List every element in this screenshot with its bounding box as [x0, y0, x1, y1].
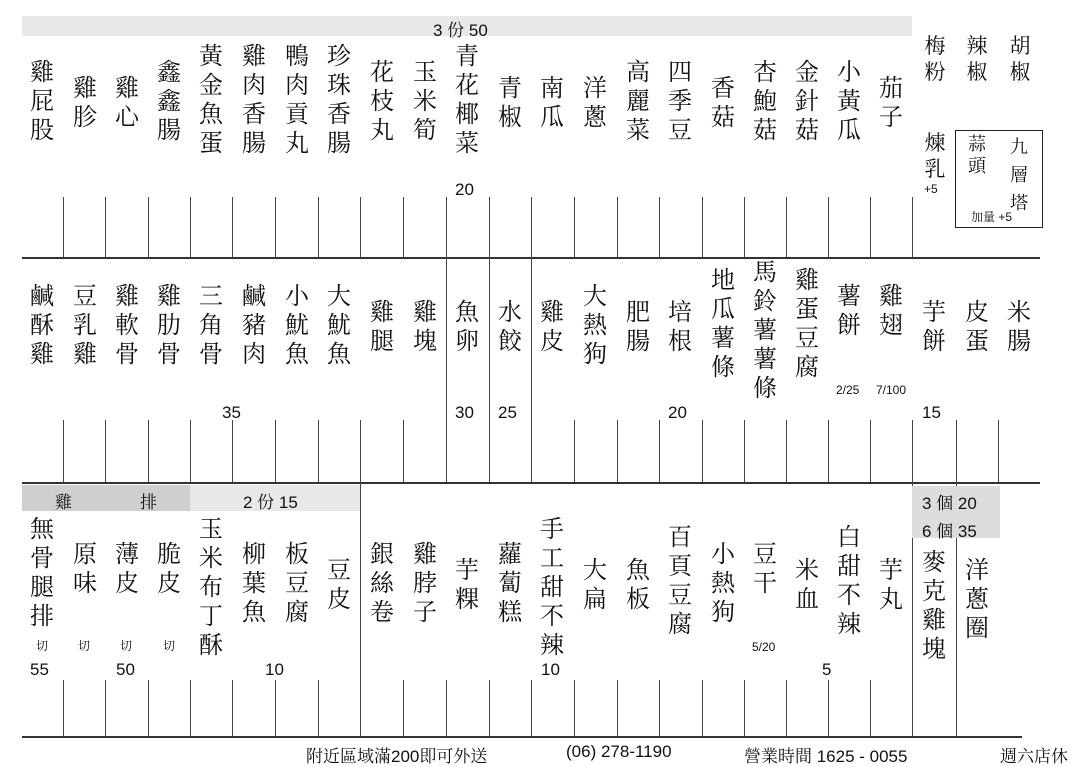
grid-line	[489, 257, 490, 482]
grid-line	[617, 420, 618, 482]
row2-item: 豆乳雞	[73, 282, 97, 368]
grid-line	[318, 420, 319, 482]
row2-item: 鹹酥雞	[30, 282, 54, 368]
grid-line	[148, 420, 149, 482]
cut-note-1: 切	[36, 639, 49, 653]
grid-line	[446, 257, 447, 482]
row3-item: 無骨腿排	[30, 515, 54, 630]
grid-line	[744, 680, 745, 736]
footer-delivery: 附近區域滿200即可外送	[306, 747, 488, 766]
grid-line	[360, 420, 361, 482]
row3-item: 蘿蔔糕	[498, 540, 522, 626]
row1-item: 洋蔥	[583, 74, 607, 131]
mc-price-b: 6 個 35	[922, 522, 977, 541]
grid-line	[275, 197, 276, 257]
grid-line	[190, 197, 191, 257]
grid-line	[105, 680, 106, 736]
spice-pepper: 胡椒	[1009, 34, 1031, 84]
grid-line	[702, 680, 703, 736]
spice-garlic: 蒜頭	[968, 134, 986, 177]
row3-price-55: 55	[30, 660, 49, 679]
grid-line	[360, 482, 361, 736]
row3-item: 板豆腐	[285, 540, 309, 626]
row2-item: 大熱狗	[583, 282, 607, 368]
chicken-header-a: 雞	[55, 493, 72, 512]
grid-line	[275, 680, 276, 736]
row2-item: 芋餅	[922, 298, 946, 355]
row1-item: 鴨肉貢丸	[285, 42, 309, 157]
row1-item: 黃金魚蛋	[199, 42, 223, 157]
grid-line	[63, 680, 64, 736]
row1-item: 玉米筍	[413, 58, 437, 144]
row1-item: 杏鮑菇	[753, 58, 777, 144]
row2-price-20: 20	[668, 403, 687, 422]
row2-note-wing: 7/100	[876, 383, 907, 397]
grid-line	[403, 420, 404, 482]
row1-item: 茄子	[879, 74, 903, 131]
row3-item: 柳葉魚	[242, 540, 266, 626]
grid-line	[828, 680, 829, 736]
row2-item: 水餃	[498, 298, 522, 355]
row1-item: 四季豆	[668, 58, 692, 144]
row2-item: 米腸	[1007, 298, 1031, 355]
grid-line	[105, 197, 106, 257]
row3-item: 大扁	[583, 556, 607, 613]
row3-item: 芋粿	[455, 556, 479, 613]
grid-line	[574, 197, 575, 257]
row1-price-broccoli: 20	[455, 180, 474, 199]
row3-item: 洋蔥圈	[965, 556, 989, 642]
row2-item: 馬鈴薯薯條	[753, 258, 777, 402]
row3-price-header: 2 份 15	[243, 493, 298, 512]
grid-line	[786, 197, 787, 257]
grid-line	[275, 420, 276, 482]
row2-item: 雞腿	[370, 298, 394, 355]
grid-line	[659, 680, 660, 736]
grid-line	[190, 420, 191, 482]
grid-line	[744, 197, 745, 257]
row1-item: 雞胗	[73, 74, 97, 131]
row2-item: 魚卵	[455, 298, 479, 355]
row3-item: 薄皮	[115, 540, 139, 597]
row3-item: 魚板	[626, 556, 650, 613]
grid-line	[617, 197, 618, 257]
grid-line	[403, 197, 404, 257]
row3-item: 芋丸	[879, 556, 903, 613]
grid-line	[870, 197, 871, 257]
grid-line	[744, 420, 745, 482]
grid-line	[232, 680, 233, 736]
row3-item: 豆干	[753, 540, 777, 597]
row1-item: 雞屁股	[30, 58, 54, 144]
row1-item: 香菇	[711, 74, 735, 131]
grid-line	[574, 680, 575, 736]
row1-item: 高麗菜	[626, 58, 650, 144]
grid-line	[786, 680, 787, 736]
row2-item: 皮蛋	[965, 298, 989, 355]
grid-line	[828, 420, 829, 482]
row2-item: 培根	[668, 298, 692, 355]
grid-line	[574, 420, 575, 482]
grid-line	[956, 420, 957, 482]
row2-item: 雞蛋豆腐	[795, 266, 819, 381]
chicken-header-b: 排	[140, 493, 157, 512]
row2-item: 肥腸	[626, 298, 650, 355]
row3-price-50: 50	[116, 660, 135, 679]
row2-item: 地瓜薯條	[711, 266, 735, 381]
cut-note-3: 切	[120, 639, 133, 653]
grid-line	[148, 680, 149, 736]
row1-item: 雞心	[115, 74, 139, 131]
row2-price-25: 25	[498, 403, 517, 422]
row1-price-header: 3 份 50	[433, 21, 488, 40]
row2-item: 雞肋骨	[157, 282, 181, 368]
grid-line	[232, 420, 233, 482]
grid-line	[702, 197, 703, 257]
grid-line	[148, 197, 149, 257]
grid-line	[318, 197, 319, 257]
grid-line	[190, 680, 191, 736]
grid-line	[531, 257, 532, 482]
divider-row2	[22, 482, 1040, 484]
spice-basil: 九層塔	[1010, 137, 1028, 214]
row1-item: 花枝丸	[370, 58, 394, 144]
grid-line	[702, 420, 703, 482]
grid-line	[912, 197, 913, 257]
row2-item: 小魷魚	[285, 282, 309, 368]
grid-line	[489, 197, 490, 257]
row2-price-35: 35	[222, 403, 241, 422]
mc-price-a: 3 個 20	[922, 494, 977, 513]
row2-item: 大魷魚	[327, 282, 351, 368]
grid-line	[105, 420, 106, 482]
row3-item: 白甜不辣	[837, 523, 861, 638]
row1-item: 青椒	[498, 74, 522, 131]
grid-line	[998, 420, 999, 482]
row3-item: 雞脖子	[413, 540, 437, 626]
spice-condensed-price: +5	[924, 182, 938, 196]
row2-item: 鹹豬肉	[242, 282, 266, 368]
grid-line	[446, 197, 447, 257]
cut-note-4: 切	[163, 639, 176, 653]
grid-line	[232, 197, 233, 257]
grid-line	[446, 680, 447, 736]
grid-line	[828, 197, 829, 257]
spice-extra: 加量 +5	[971, 210, 1013, 224]
row3-item: 米血	[795, 556, 819, 613]
row3-price-5: 5	[822, 660, 832, 679]
row3-price-10a: 10	[265, 660, 284, 679]
row3-note-dougan: 5/20	[752, 640, 776, 654]
grid-line	[659, 197, 660, 257]
grid-line	[617, 680, 618, 736]
grid-line	[870, 680, 871, 736]
row1-item: 金針菇	[795, 58, 819, 144]
row1-item: 鑫鑫腸	[157, 58, 181, 144]
row3-item: 手工甜不辣	[540, 515, 564, 659]
cut-note-2: 切	[78, 639, 91, 653]
row1-item: 珍珠香腸	[327, 42, 351, 157]
row2-item: 薯餅	[837, 282, 861, 339]
row2-note-hashbrown: 2/25	[836, 383, 860, 397]
row2-item: 雞翅	[879, 282, 903, 339]
row3-item: 脆皮	[157, 540, 181, 597]
grid-line	[912, 420, 913, 482]
grid-line	[531, 680, 532, 736]
footer-phone: (06) 278-1190	[566, 742, 672, 761]
grid-line	[318, 680, 319, 736]
row3-price-10b: 10	[541, 660, 560, 679]
grid-line	[659, 420, 660, 482]
row1-item: 青花椰菜	[455, 42, 479, 157]
footer-hours: 營業時間 1625 - 0055	[744, 747, 908, 766]
divider-row3	[22, 736, 1022, 738]
row2-price-30: 30	[455, 403, 474, 422]
row1-item: 南瓜	[540, 74, 564, 131]
row3-item: 玉米布丁酥	[199, 515, 223, 659]
row3-item: 百頁豆腐	[668, 523, 692, 638]
chicken-header-band	[22, 485, 190, 511]
row1-item: 小黃瓜	[837, 58, 861, 144]
row2-item: 三角骨	[199, 282, 223, 368]
grid-line	[870, 420, 871, 482]
spice-condensed-milk: 煉乳	[924, 131, 946, 181]
row3-item: 小熱狗	[711, 540, 735, 626]
spice-plum: 梅粉	[924, 34, 946, 84]
grid-line	[403, 680, 404, 736]
grid-line	[63, 197, 64, 257]
row3-item: 銀絲卷	[370, 540, 394, 626]
row3-item: 原味	[73, 540, 97, 597]
grid-line	[489, 680, 490, 736]
spice-chili: 辣椒	[966, 34, 988, 84]
grid-line	[786, 420, 787, 482]
grid-line	[360, 197, 361, 257]
grid-line	[63, 420, 64, 482]
row2-item: 雞軟骨	[115, 282, 139, 368]
footer-closed: 週六店休	[1000, 747, 1068, 766]
row3-item: 豆皮	[327, 556, 351, 613]
row1-item: 雞肉香腸	[242, 42, 266, 157]
row3-item: 麥克雞塊	[922, 548, 946, 663]
grid-line	[531, 197, 532, 257]
row2-item: 雞皮	[540, 298, 564, 355]
row2-price-15: 15	[922, 403, 941, 422]
row2-item: 雞塊	[413, 298, 437, 355]
